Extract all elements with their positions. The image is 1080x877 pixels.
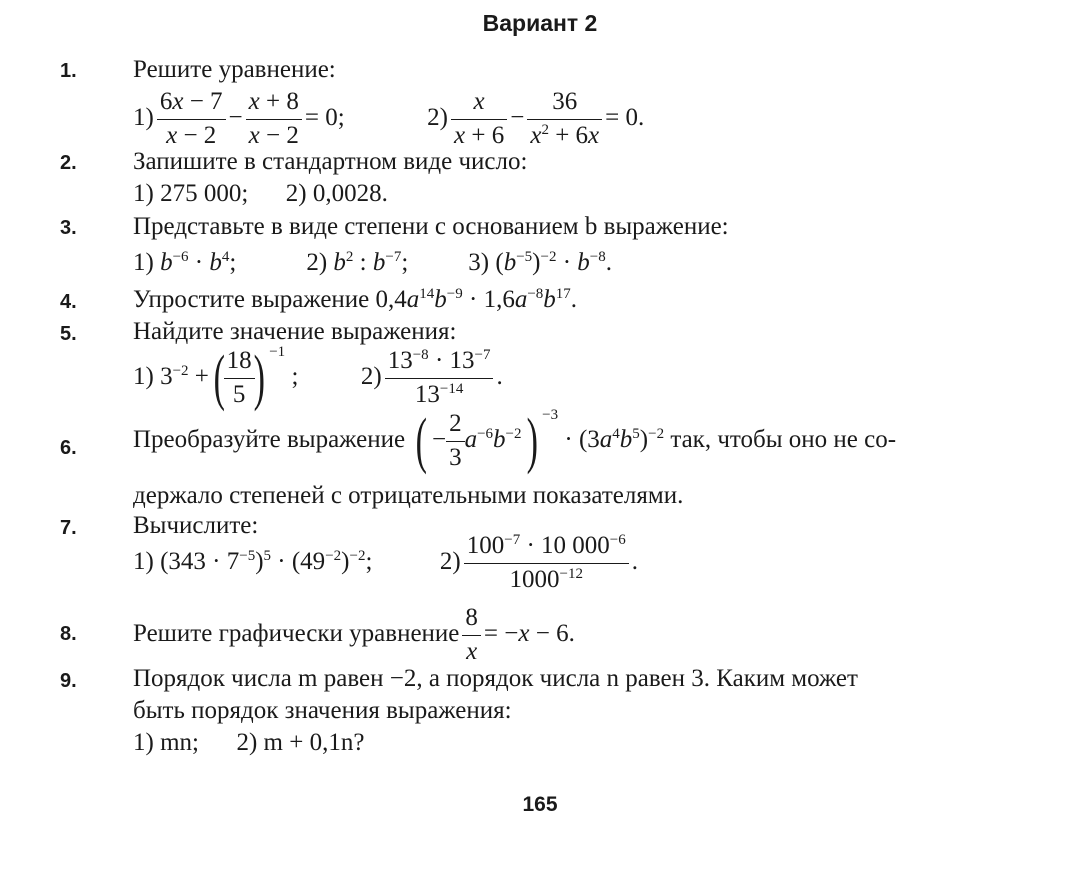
problem-5-items: 1) $3^{-2}$ +( $\frac{18}{5}$ ) $^{-1}$ ; 2) $\frac{13^{-8} \cdot 13^{-7}}{13^{-14}}$ . bbox=[133, 343, 503, 413]
problem-number-7: 7. bbox=[60, 517, 77, 539]
problem-number-6: 6. bbox=[60, 437, 77, 459]
problem-1-text: Решите уравнение: bbox=[133, 56, 336, 83]
problem-7-items: 1) $(343 \cdot 7^{-5})^5 \cdot (49^{-2})^{-2}$; 2) $\frac{100^{-7} \cdot 10 000^{-6}}{1000^{-12}}$ . bbox=[133, 532, 638, 593]
problem-6-text: Преобразуйте выражение bbox=[133, 425, 406, 453]
problem-3-text: Представьте в виде степени с основанием b выражение: bbox=[133, 213, 729, 240]
problem-7-text: Вычислите: bbox=[133, 512, 259, 539]
problem-4-text: Упростите выражение bbox=[133, 286, 370, 313]
problem-4-line: Упростите выражение $0,4a^{14}b^{-9} \cdot 1,6a^{-8}b^{17}$. bbox=[133, 286, 578, 313]
problem-number-9: 9. bbox=[60, 670, 77, 692]
problem-3-items: 1) $b^{-6} \cdot b^4$; 2) $b^2$ : $b^{-7}$; 3) $(b^{-5})^{-2} \cdot b^{-8}$. bbox=[133, 249, 612, 276]
problem-6-line: Преобразуйте выражение ( − $\frac{2}{3}$ $a^{-6}b^{-2}$) $^{-3} \cdot (3a^4b^5)^{-2}$ так, чтобы оно не со- bbox=[133, 406, 897, 476]
problem-6-text-after: так, чтобы оно не со- bbox=[670, 425, 897, 453]
page-number: 165 bbox=[522, 793, 558, 816]
problem-1-equations: 1) $\frac{6x - 7}{x - 2}$ − $\frac{x + 8}{x - 2}$ = 0; 2) $\frac{x}{x + 6}$ − $\frac{36}{x^2 + 6x}$ = 0. bbox=[133, 88, 645, 149]
problem-2-items: 1) 275 000; 2) 0,0028. bbox=[133, 180, 388, 207]
problem-number-2: 2. bbox=[60, 152, 77, 174]
problem-9-text: Порядок числа m равен −2, а порядок числа n равен 3. Каким может bbox=[133, 665, 858, 692]
problem-number-8: 8. bbox=[60, 623, 77, 645]
problem-9-items: 1) mn; 2) m + 0,1n? bbox=[133, 729, 365, 756]
problem-number-3: 3. bbox=[60, 217, 77, 239]
problem-number-4: 4. bbox=[60, 291, 77, 313]
problem-8-text: Решите графически уравнение bbox=[133, 619, 460, 647]
problem-6-text-line2: держало степеней с отрицательными показателями. bbox=[133, 482, 684, 509]
problem-number-5: 5. bbox=[60, 323, 77, 345]
variant-title: Вариант 2 bbox=[482, 10, 598, 36]
problem-2-text: Запишите в стандартном виде число: bbox=[133, 148, 528, 175]
problem-8-line: Решите графически уравнение $\frac{8}{x}$ = −x − 6. bbox=[133, 604, 575, 665]
problem-5-text: Найдите значение выражения: bbox=[133, 318, 457, 345]
problem-number-1: 1. bbox=[60, 60, 77, 82]
problem-9-text-line2: быть порядок значения выражения: bbox=[133, 697, 512, 724]
